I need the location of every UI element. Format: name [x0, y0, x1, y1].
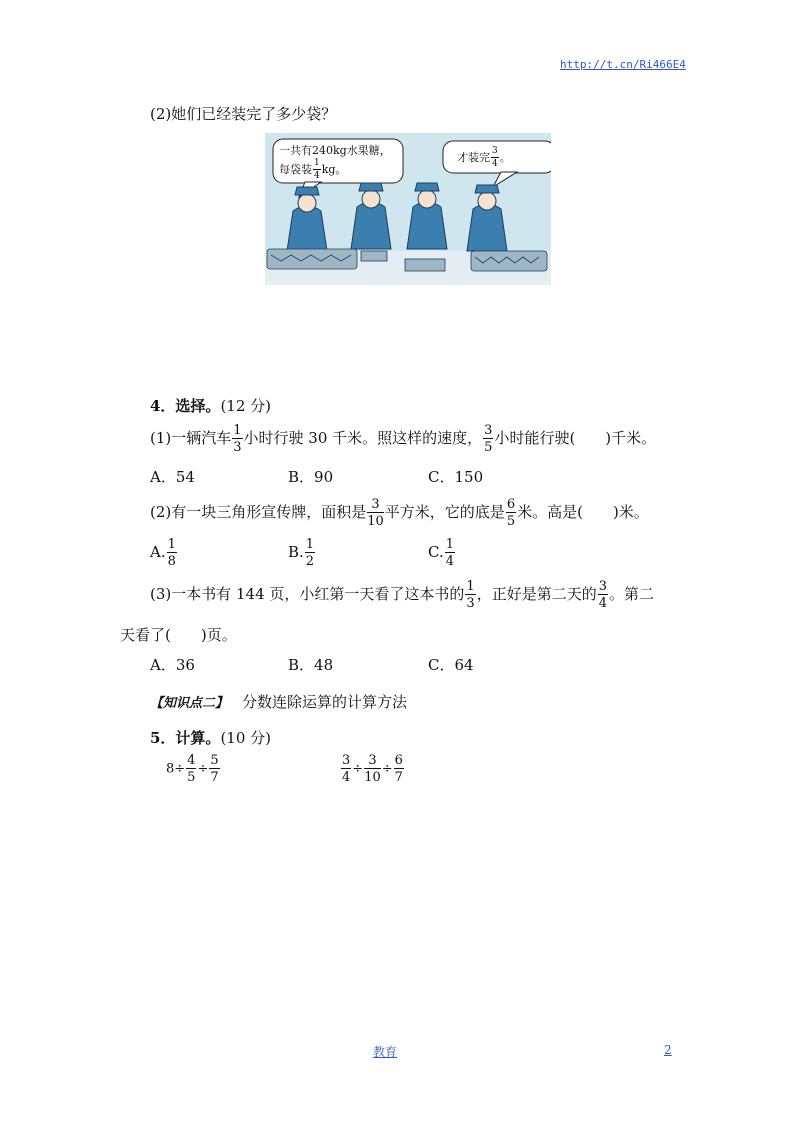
- q4-p3-a: (3)一本书有 144 页，小红第一天看了这本书的: [150, 585, 465, 603]
- bubble-left-post: kg。: [321, 163, 347, 176]
- question-5-title: [150, 727, 271, 748]
- q5-expression-1: [166, 754, 221, 784]
- q4-part2: [150, 498, 649, 528]
- q4-p2-option-c: C. $\frac{1}{4}$: [428, 537, 454, 569]
- q4-p2-option-c-frac: $\frac{1}{4}$: [445, 537, 454, 569]
- q5-e1-frac-a: $\frac{4}{5}$: [187, 753, 196, 785]
- knowledge-point-2: [150, 691, 407, 712]
- q4-p2-option-b: B. $\frac{1}{2}$: [288, 537, 315, 569]
- q4-p1-frac1: $\frac{1}{3}$: [233, 423, 242, 455]
- q4-p2-option-a-frac: $\frac{1}{8}$: [167, 537, 176, 569]
- q4-p3-line2: 天看了( )页。: [120, 626, 237, 644]
- q4-score: (12 分): [220, 397, 271, 415]
- bubble-right-pre: 才装完: [457, 151, 490, 164]
- bubble-right-fraction: $\frac{3}{4}$: [492, 146, 498, 169]
- q5-expression-2: [340, 754, 405, 784]
- bubble-left-line1: 一共有240kg水果糖，: [279, 144, 391, 157]
- q4-p1-b: 小时行驶 30 千米。照这样的速度，: [243, 429, 483, 447]
- q5-e2-frac-c: $\frac{6}{7}$: [394, 753, 403, 785]
- q4-p2-option-a: A. $\frac{1}{8}$: [150, 537, 176, 569]
- q4-p1-c: 小时能行驶( )千米。: [494, 429, 657, 447]
- bubble-left-fraction: $\frac{1}{4}$: [314, 158, 320, 181]
- q5-e2-op2: ÷: [381, 761, 393, 777]
- q4-part1: [150, 424, 656, 454]
- q4-p3-option-a: A．36: [150, 656, 195, 674]
- q4-p3-option-c: C．64: [428, 656, 474, 674]
- q4-p1-frac2: $\frac{3}{5}$: [484, 423, 493, 455]
- q4-part3: [150, 580, 654, 610]
- header-url[interactable]: http://t.cn/Ri466E4: [560, 58, 686, 71]
- q4-p3-c: 。第二: [609, 585, 655, 603]
- kp2-title: 分数连除运算的计算方法: [242, 693, 408, 711]
- q4-p3-option-b: B．48: [288, 656, 334, 674]
- q4-p1-option-a: A．54: [150, 468, 195, 486]
- q4-p2-frac1: $\frac{3}{10}$: [367, 497, 384, 529]
- q4-title-text: 4．选择。: [150, 397, 221, 415]
- page-number: 2: [664, 1043, 672, 1057]
- q5-e1-lead: 8÷: [166, 761, 186, 777]
- kp2-tag: 【知识点二】: [150, 696, 229, 711]
- q4-p1-a: (1)一辆汽车: [150, 429, 232, 447]
- footer-link[interactable]: 教育: [373, 1045, 398, 1059]
- q4-p3-b: ，正好是第二天的: [476, 585, 597, 603]
- bubble-left-pre: 每袋装: [279, 163, 312, 176]
- bubble-left-line2: [279, 159, 346, 181]
- q4-p1-option-b: B．90: [288, 468, 334, 486]
- q5-e1-op: ÷: [197, 761, 209, 777]
- q4-p2-a: (2)有一块三角形宣传牌，面积是: [150, 503, 367, 521]
- q4-p2-b: 平方米，它的底是: [384, 503, 505, 521]
- question-4-title: [150, 395, 271, 416]
- q5-e2-frac-a: $\frac{3}{4}$: [342, 753, 351, 785]
- q5-e2-op1: ÷: [352, 761, 364, 777]
- q4-p2-option-b-frac: $\frac{1}{2}$: [305, 537, 315, 569]
- q4-p2-frac2: $\frac{6}{5}$: [506, 497, 516, 529]
- q5-e1-frac-b: $\frac{5}{7}$: [210, 753, 219, 785]
- q5-score: (10 分): [220, 729, 271, 747]
- q4-p3-frac1: $\frac{1}{3}$: [466, 579, 475, 611]
- q5-e2-frac-b: $\frac{3}{10}$: [364, 753, 381, 785]
- q5-title-text: 5．计算。: [150, 729, 221, 747]
- q4-p1-option-c: C．150: [428, 468, 484, 486]
- q4-p3-frac2: $\frac{3}{4}$: [598, 579, 607, 611]
- illustration: [265, 133, 551, 285]
- question-3-2: (2)她们已经装完了多少袋？: [150, 105, 337, 123]
- bubble-right-text: [457, 147, 511, 169]
- bubble-right-post: 。: [499, 151, 511, 164]
- q4-p2-c: 米。高是( )米。: [517, 503, 649, 521]
